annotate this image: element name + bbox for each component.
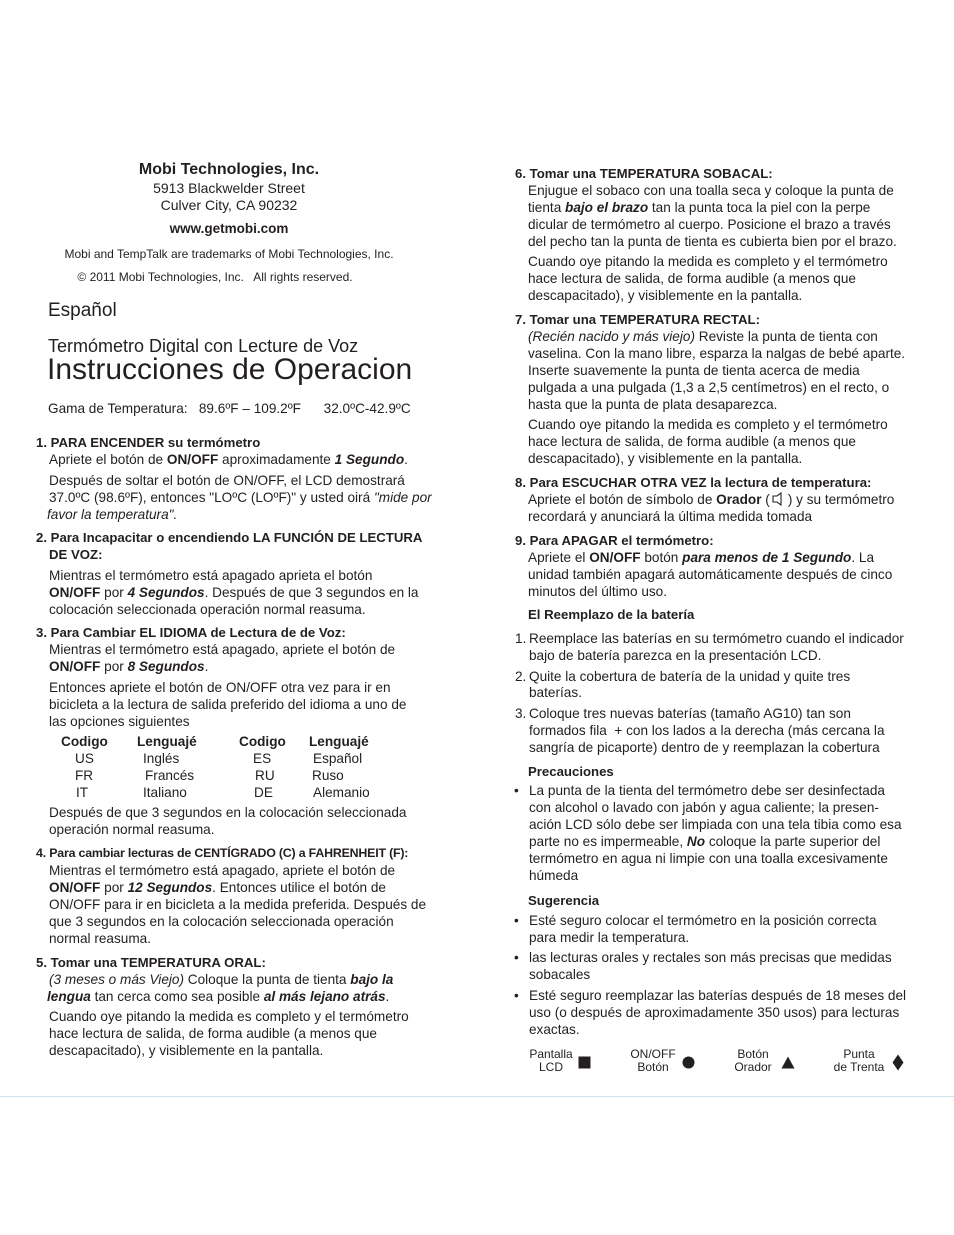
square-icon [578,1056,591,1069]
table-header: Codigo [239,734,286,749]
section-8-line: Apriete el botón de símbolo de Orador ( ) y su termómetro [528,492,895,507]
section-6-line: dicular de termómetro al cuerpo. Posicione el brazo a través [528,217,891,232]
section-1-line: Después de soltar el botón de ON/OFF, el LCD demostrará [49,473,405,488]
triangle-icon [781,1056,795,1069]
section-7-line: Inserte suavemente la punta de tienta acerca de media [528,363,860,378]
section-5-line: hace lectura de salida, de forma audible (a menos que [49,1026,377,1041]
section-1-line: Apriete el botón de ON/OFF aproximadamente 1 Segundo. [49,452,408,467]
section-9-line: Apriete el ON/OFF botón para menos de 1 Segundo. La [528,550,875,565]
section-9-line: minutos del último uso. [528,584,668,599]
list-item-line: sangría de picaporte) dentro de y reemplazan la cobertura [529,740,880,755]
language-label: Español [48,300,117,321]
section-4-line: Mientras el termómetro está apagado, apriete el botón de [49,863,396,878]
section-2-heading: 2. Para Incapacitar o encendiendo LA FUNCIÓN DE LECTURA [36,530,423,545]
section-1-line: 37.0ºC (98.6ºF), entonces "LOºC (LOºF)" y usted oirá "mide por [49,490,432,505]
legend-label-speaker: Botón Orador [734,1047,772,1074]
legend-label-probe: Punta de Trenta [833,1047,885,1074]
section-4-line: ON/OFF para ir en bicicleta a la medida preferida. Después de [49,897,427,912]
section-7-line: pulgada a una pulgada (1,3 a 2,5 centímetros) en el recto, o [528,380,890,395]
table-cell: DE [254,785,273,800]
section-1-line: favor la temperatura". [47,507,178,522]
company-city: Culver City, CA 90232 [160,197,298,213]
section-6-line: Enjugue el sobaco con una toalla seca y coloque la punta de [528,183,894,198]
page-divider [0,1096,954,1097]
suggestion-line: exactas. [529,1022,580,1037]
section-5-heading: 5. Tomar una TEMPERATURA ORAL: [36,955,266,970]
section-7-heading: 7. Tomar una TEMPERATURA RECTAL: [515,312,760,327]
section-3-line: Después de que 3 segundos en la colocación seleccionada [49,805,407,820]
table-cell: US [75,751,94,766]
trademark-notice: Mobi and TempTalk are trademarks of Mobi Technologies, Inc. [64,247,394,261]
section-4-line: normal reasuma. [49,931,151,946]
list-item-line: Quite la cobertura de batería de la unidad y quite tres [529,669,851,684]
table-cell: RU [255,768,275,783]
company-name: Mobi Technologies, Inc. [138,161,320,178]
table-cell: Alemanio [313,785,370,800]
section-2-line: ON/OFF por 4 Segundos. Después de que 3 segundos en la [49,585,419,600]
section-6-line: tienta bajo el brazo tan la punta toca la piel con la perpe [528,200,871,215]
precaution-line: con alcohol o lavado con jabón y agua caliente; la presen- [529,800,879,815]
section-5-line: descapacitado), y visiblemente en la pantalla. [49,1043,324,1058]
circle-icon [682,1056,695,1069]
section-4-heading: 4. Para cambiar lecturas de CENTÍGRADO (C) a FAHRENHEIT (F): [36,846,409,860]
section-7-line: Cuando oye pitando la medida es completo y el termómetro [528,417,888,432]
temperature-range: Gama de Temperatura: 89.6ºF – 109.2ºF 32.0ºC-42.9ºC [48,401,411,416]
document-subtitle: Termómetro Digital con Lecture de Voz [48,336,359,356]
precaution-line: húmeda [529,868,579,883]
precaution-line: ación LCD sólo debe ser limpiada con una tela tibia como esa [529,817,902,832]
section-6-line: descapacitado), y visiblemente en la pantalla. [528,288,803,303]
section-7-line: hace lectura de salida, de forma audible (a menos que [528,434,856,449]
list-item-line: Coloque tres nuevas baterías (tamaño AG10) tan son [529,706,851,721]
list-item-line: baterías. [529,685,582,700]
table-cell: Ruso [312,768,344,783]
section-7-line: hasta que la punta de plata desaparezca. [528,397,778,412]
copyright-notice: © 2011 Mobi Technologies, Inc. All rights reserved. [77,270,353,284]
list-number: 2. [515,669,527,684]
precaution-line: La punta de la tienta del termómetro debe ser desinfectada [529,783,885,798]
diamond-icon [892,1054,904,1071]
section-3-line: Entonces apriete el botón de ON/OFF otra vez para ir en [49,680,391,695]
suggestion-line: para medir la temperatura. [529,930,690,945]
table-cell: Inglés [143,751,180,766]
precautions-heading: Precauciones [528,764,614,779]
bullet: • [514,950,519,965]
section-2-heading: DE VOZ: [49,547,103,562]
table-cell: Francés [145,768,195,783]
company-street: 5913 Blackwelder Street [153,180,305,196]
suggestion-line: Esté seguro reemplazar las baterías después de 18 meses del [529,988,907,1003]
list-number: 1. [515,631,527,646]
list-item-line: bajo de batería parezca en la presentación LCD. [529,648,822,663]
precaution-line: termómetro en agua ni limpie con una toalla excesivamente [529,851,888,866]
section-2-line: colocación seleccionada operación normal reasuma. [49,602,366,617]
table-cell: ES [253,751,272,766]
section-1-heading: 1. PARA ENCENDER su termómetro [36,435,261,450]
document-title: Instrucciones de Operacion [47,353,413,386]
section-2-line: Mientras el termómetro está apagado aprieta el botón [49,568,373,583]
table-header: Lenguajé [137,734,197,749]
speaker-icon [771,492,787,506]
section-7-line: (Recién nacido y más viejo) Reviste la punta de tienta con [528,329,878,344]
bullet: • [514,783,519,798]
section-6-heading: 6. Tomar una TEMPERATURA SOBACAL: [515,166,773,181]
table-cell: Español [313,751,363,766]
list-item-line: Reemplace las baterías en su termómetro cuando el indicador [529,631,904,646]
section-5-line: Cuando oye pitando la medida es completo y el termómetro [49,1009,409,1024]
list-number: 3. [515,706,527,721]
section-8-heading: 8. Para ESCUCHAR OTRA VEZ la lectura de temperatura: [515,475,872,490]
section-3-line: ON/OFF por 8 Segundos. [49,659,209,674]
section-6-line: del pecho tan la punta de tienta es cubierta bien por el brazo. [528,234,897,249]
section-3-line: las opciones siguientes [49,714,190,729]
company-website: www.getmobi.com [169,221,289,236]
section-4-line: que 3 segundos en la colocación seleccionada operación [49,914,394,929]
battery-heading: El Reemplazo de la batería [528,607,695,622]
section-6-line: hace lectura de salida, de forma audible (a menos que [528,271,856,286]
legend-label-lcd: Pantalla LCD [529,1047,573,1074]
table-cell: Italiano [143,785,187,800]
section-8-line: recordará y anunciará la última medida tomada [528,509,813,524]
legend-label-onoff: ON/OFF Botón [630,1047,676,1074]
section-9-line: unidad también apagará automáticamente después de cinco [528,567,893,582]
section-3-heading: 3. Para Cambiar EL IDIOMA de Lectura de de Voz: [36,625,346,640]
section-7-line: vaselina. Con la mano libre, esparza la nalgas de bebé aparte. [528,346,906,361]
suggestion-line: Esté seguro colocar el termómetro en la posición correcta [529,913,877,928]
list-item-line: formados fila + con los lados a la derecha (más cercana la [529,723,885,738]
table-header: Lenguajé [309,734,369,749]
bullet: • [514,913,519,928]
section-6-line: Cuando oye pitando la medida es completo y el termómetro [528,254,888,269]
suggestion-line: uso (o después de aproximadamente 350 usos) para lecturas [529,1005,900,1020]
precaution-line: parte no es impermeable, No coloque la parte superior del [529,834,881,849]
section-5-line: lengua tan cerca como sea posible al más lejano atrás. [47,989,390,1004]
table-cell: IT [76,785,89,800]
table-header: Codigo [61,734,108,749]
section-3-line: Mientras el termómetro está apagado, apriete el botón de [49,642,396,657]
suggestions-heading: Sugerencia [528,893,600,908]
bullet: • [514,988,519,1003]
table-cell: FR [75,768,94,783]
section-7-line: descapacitado), y visiblemente en la pantalla. [528,451,803,466]
section-9-heading: 9. Para APAGAR el termómetro: [515,533,714,548]
section-3-line: operación normal reasuma. [49,822,215,837]
section-4-line: ON/OFF por 12 Segundos. Entonces utilice el botón de [49,880,386,895]
suggestion-line: las lecturas orales y rectales son más precisas que medidas [529,950,892,965]
suggestion-line: sobacales [529,967,591,982]
section-5-line: (3 meses o más Viejo) Coloque la punta de tienta bajo la [49,972,394,987]
section-3-line: bicicleta a la lectura de salida preferido del idioma a uno de [49,697,407,712]
